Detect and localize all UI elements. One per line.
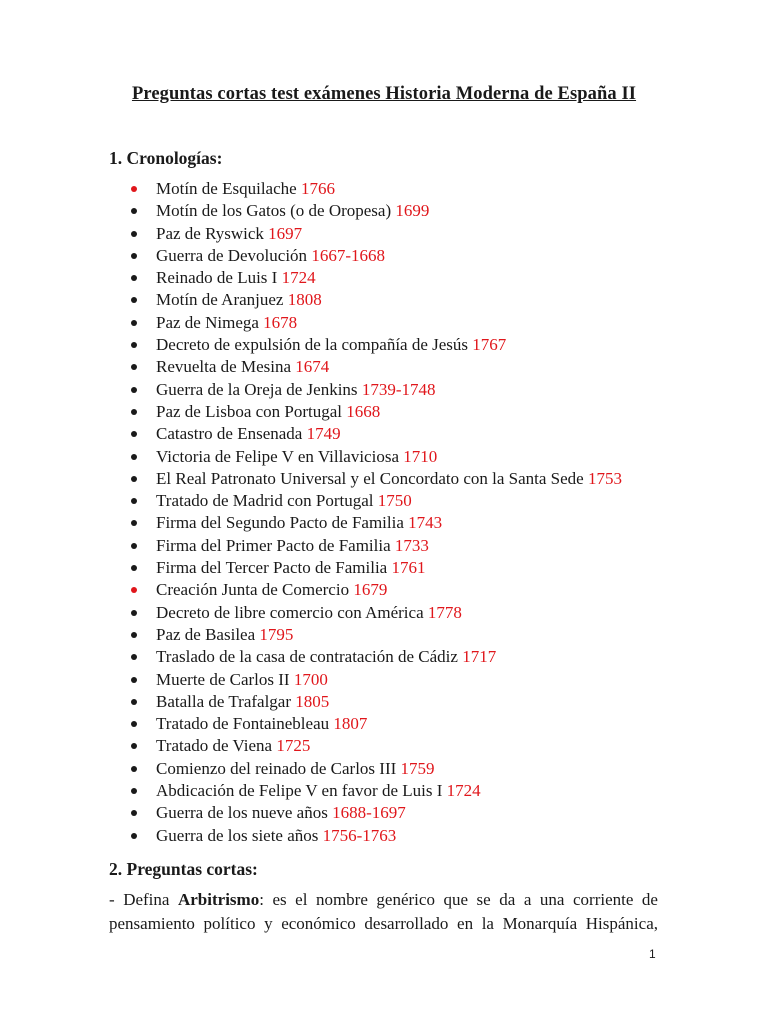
list-item (0, 446, 768, 468)
event-date: 1805 (295, 691, 330, 711)
event-label: Muerte de Carlos II (156, 669, 290, 689)
list-item-text (156, 691, 329, 713)
bullet-icon (131, 476, 137, 482)
chronology-list (0, 178, 768, 847)
bullet-icon (131, 186, 137, 192)
list-item (0, 312, 768, 334)
bullet-icon (131, 253, 137, 259)
event-date: 1717 (462, 647, 497, 667)
event-date: 1697 (268, 223, 303, 243)
event-date: 1795 (259, 624, 294, 644)
bullet-icon (131, 587, 137, 593)
list-item (0, 267, 768, 289)
list-item-text (156, 200, 429, 222)
bullet-icon (131, 699, 137, 705)
event-label: Guerra de Devolución (156, 245, 308, 265)
list-item (0, 758, 768, 780)
section-heading-cronologias: 1. Cronologías: (109, 148, 223, 168)
list-item (0, 691, 768, 713)
list-item-text (156, 423, 341, 445)
list-item (0, 200, 768, 222)
list-item (0, 602, 768, 624)
event-label: Paz de Ryswick (156, 223, 264, 243)
question-prefix: - Defina (109, 890, 178, 909)
event-date: 1766 (300, 179, 335, 198)
list-item-text (156, 512, 442, 534)
list-item (0, 490, 768, 512)
event-label: Traslado de la casa de contratación de Cádiz (156, 647, 458, 667)
bullet-icon (131, 231, 137, 237)
list-item (0, 468, 768, 490)
paragraph-line-1 (109, 888, 658, 912)
list-item-text (156, 401, 380, 423)
event-date: 1759 (400, 758, 435, 778)
event-label: Motín de Esquilache (156, 179, 297, 198)
bullet-icon (131, 788, 137, 794)
event-date: 1674 (295, 357, 330, 377)
bullet-icon (131, 454, 137, 460)
list-item (0, 780, 768, 802)
list-item (0, 557, 768, 579)
list-item-text (156, 557, 425, 579)
list-item (0, 334, 768, 356)
list-item-text (156, 334, 506, 356)
event-label: Batalla de Trafalgar (156, 691, 292, 711)
event-date: 1700 (293, 669, 328, 689)
event-date: 1756-1763 (322, 825, 397, 845)
event-label: Firma del Segundo Pacto de Familia (156, 513, 404, 533)
event-date: 1743 (408, 513, 443, 533)
question-paragraph (109, 888, 658, 936)
list-item-text (156, 446, 437, 468)
bullet-icon (131, 677, 137, 683)
event-date: 1749 (306, 424, 341, 444)
list-item (0, 624, 768, 646)
list-item (0, 646, 768, 668)
list-item (0, 245, 768, 267)
event-label: Revuelta de Mesina (156, 357, 292, 377)
bullet-icon (131, 632, 137, 638)
list-item-text (156, 602, 462, 624)
event-label: Abdicación de Felipe V en favor de Luis I (156, 781, 443, 801)
event-label: Firma del Primer Pacto de Familia (156, 535, 391, 555)
bullet-icon (131, 297, 137, 303)
event-date: 1753 (587, 468, 622, 488)
list-item (0, 223, 768, 245)
list-item-text (156, 356, 329, 378)
event-label: Paz de Lisboa con Portugal (156, 401, 343, 421)
event-label: Firma del Tercer Pacto de Familia (156, 558, 388, 578)
event-date: 1699 (395, 201, 430, 221)
event-label: Victoria de Felipe V en Villaviciosa (156, 446, 399, 466)
list-item-text (156, 267, 316, 289)
list-item-text (156, 178, 335, 200)
bullet-icon (131, 766, 137, 772)
event-label: Tratado de Viena (156, 736, 273, 756)
event-label: Catastro de Ensenada (156, 424, 303, 444)
list-item-text (156, 379, 435, 401)
event-date: 1667-1668 (311, 245, 385, 265)
list-item-text (156, 245, 385, 267)
event-date: 1724 (281, 268, 316, 288)
list-item-text (156, 312, 297, 334)
bullet-icon (131, 743, 137, 749)
event-label: Tratado de Madrid con Portugal (156, 491, 374, 511)
bullet-icon (131, 610, 137, 616)
bullet-icon (131, 810, 137, 816)
section-heading-preguntas-cortas: 2. Preguntas cortas: (109, 859, 258, 879)
event-label: Paz de Basilea (156, 624, 256, 644)
list-item-text (156, 713, 367, 735)
event-date: 1750 (377, 491, 412, 511)
bullet-icon (131, 208, 137, 214)
list-item-text (156, 735, 310, 757)
bullet-icon (131, 364, 137, 370)
list-item (0, 735, 768, 757)
event-date: 1678 (263, 312, 298, 332)
event-date: 1725 (276, 736, 311, 756)
bullet-icon (131, 498, 137, 504)
bullet-icon (131, 275, 137, 281)
event-date: 1767 (472, 335, 507, 355)
bullet-icon (131, 387, 137, 393)
bullet-icon (131, 721, 137, 727)
list-item-text (156, 624, 293, 646)
bullet-icon (131, 409, 137, 415)
page-number: 1 (649, 947, 656, 961)
list-item-text (156, 758, 435, 780)
event-label: Guerra de la Oreja de Jenkins (156, 379, 358, 399)
list-item (0, 802, 768, 824)
bullet-icon (131, 320, 137, 326)
event-date: 1668 (346, 401, 381, 421)
event-label: Comienzo del reinado de Carlos III (156, 758, 397, 778)
bullet-icon (131, 520, 137, 526)
list-item-text (156, 669, 328, 691)
event-date: 1761 (391, 558, 426, 578)
event-label: Tratado de Fontainebleau (156, 714, 330, 734)
event-date: 1808 (287, 290, 322, 310)
list-item (0, 401, 768, 423)
bullet-icon (131, 565, 137, 571)
bullet-icon (131, 654, 137, 660)
bullet-icon (131, 431, 137, 437)
question-definition-start: : es el nombre genérico que se da a una corriente de (259, 890, 658, 909)
list-item-text (156, 646, 496, 668)
list-item-text (156, 579, 387, 601)
event-date: 1733 (394, 535, 429, 555)
bullet-icon (131, 833, 137, 839)
event-date: 1739-1748 (361, 379, 436, 399)
list-item (0, 713, 768, 735)
list-item-text (156, 535, 429, 557)
list-item (0, 356, 768, 378)
event-date: 1724 (446, 781, 481, 801)
event-label: Creación Junta de Comercio (156, 580, 350, 600)
event-label: Decreto de expulsión de la compañía de Jesús (156, 335, 469, 355)
bullet-icon (131, 342, 137, 348)
event-date: 1679 (353, 580, 388, 600)
event-label: Paz de Nimega (156, 312, 259, 332)
event-label: Reinado de Luis I (156, 268, 278, 288)
event-label: El Real Patronato Universal y el Concordato con la Santa Sede (156, 468, 584, 488)
event-label: Motín de los Gatos (o de Oropesa) (156, 201, 392, 221)
list-item (0, 535, 768, 557)
event-date: 1778 (427, 602, 462, 622)
event-date: 1710 (403, 446, 438, 466)
list-item-text (156, 468, 622, 490)
event-label: Motín de Aranjuez (156, 290, 284, 310)
list-item-text (156, 490, 412, 512)
list-item-text (156, 289, 322, 311)
list-item (0, 825, 768, 847)
list-item-text (156, 825, 396, 847)
list-item (0, 579, 768, 601)
paragraph-line-2: pensamiento político y económico desarrollado en la Monarquía Hispánica, (109, 914, 658, 933)
list-item-text (156, 780, 481, 802)
event-label: Guerra de los nueve años (156, 803, 328, 823)
list-item (0, 379, 768, 401)
list-item (0, 512, 768, 534)
bullet-icon (131, 543, 137, 549)
list-item (0, 289, 768, 311)
event-label: Guerra de los siete años (156, 825, 319, 845)
page-title: Preguntas cortas test exámenes Historia Moderna de España II (131, 84, 637, 104)
list-item-text (156, 223, 302, 245)
event-date: 1807 (333, 714, 368, 734)
list-item (0, 423, 768, 445)
list-item (0, 178, 768, 200)
list-item (0, 669, 768, 691)
event-label: Decreto de libre comercio con América (156, 602, 424, 622)
event-date: 1688-1697 (332, 803, 406, 823)
question-term: Arbitrismo (177, 890, 260, 909)
list-item-text (156, 802, 406, 824)
